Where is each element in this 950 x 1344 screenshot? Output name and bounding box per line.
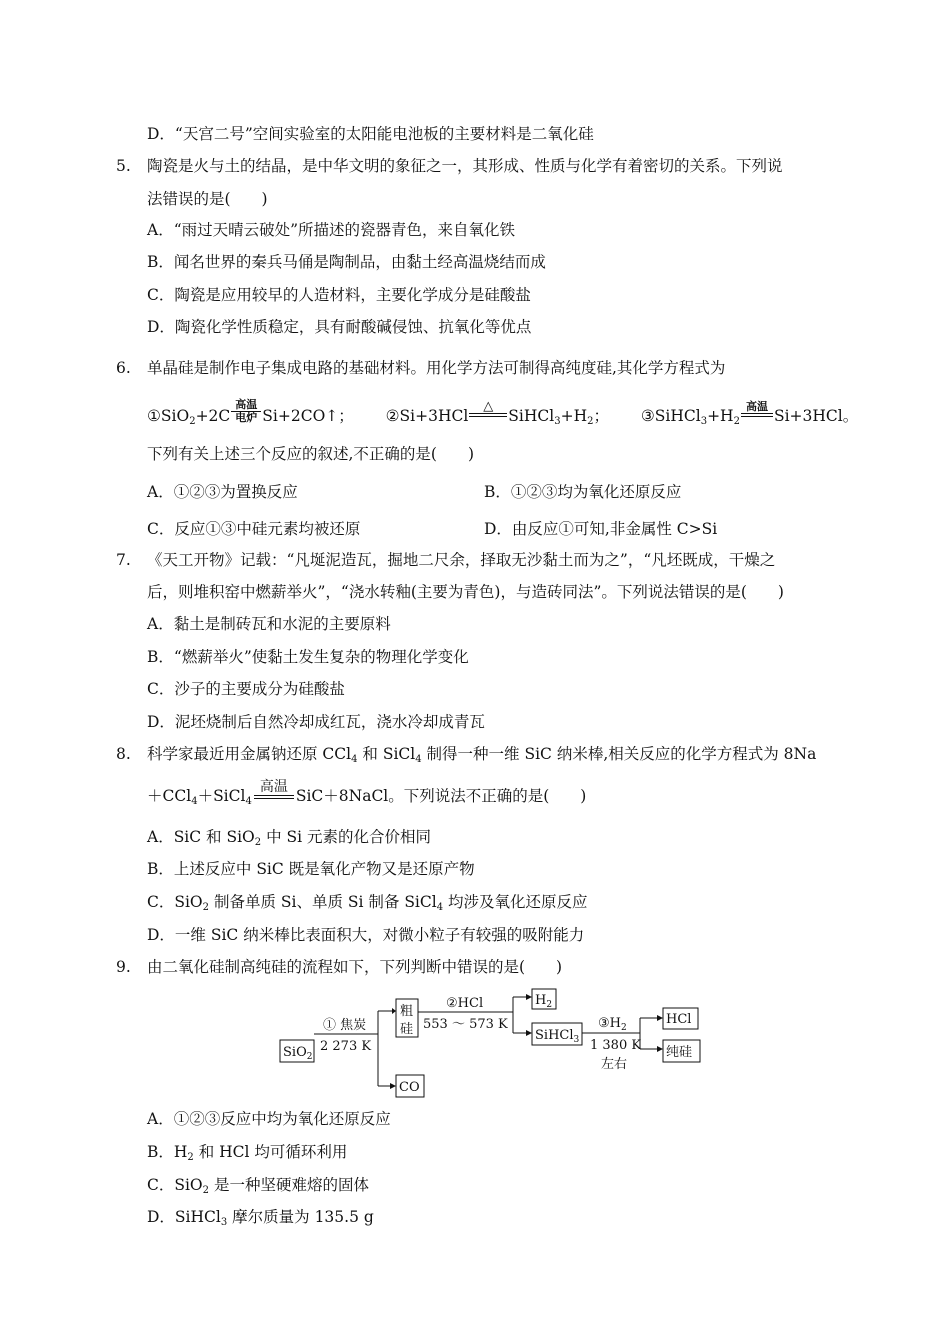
q7-option-b: B．“燃薪举火”使黏土发生复杂的物理化学变化 [147,648,469,666]
q8-eq-condition: 高温 [254,779,294,799]
q5-option-c: C．陶瓷是应用较早的人造材料，主要化学成分是硅酸盐 [147,286,531,304]
q8-option-c: C．SiO$_2$ 制备单质 Si、单质 Si 制备 SiCl$_4$ 均涉及氧化还原反应 [147,893,588,913]
q5-number: 5. [116,157,131,175]
label-sihcl3: SiHCl$_3$ [535,1028,580,1045]
q8-option-a: A．SiC 和 SiO$_2$ 中 Si 元素的化合价相同 [147,828,432,848]
q8-stem-line1: 科学家最近用金属钠还原 CCl$_4$ 和 SiCl$_4$ 制得一种一维 SiC 纳米棒,相关反应的化学方程式为 8Na [147,745,817,765]
q6-option-d: D．由反应①可知,非金属性 C>Si [484,520,718,538]
eq1-condition: 高温 电炉 [231,399,261,424]
q8-number: 8. [116,745,131,763]
q5-stem-line1: 陶瓷是火与土的结晶，是中华文明的象征之一，其形成、性质与化学有着密切的关系。下列说 [147,157,783,175]
label-step3-bot2: 左右 [601,1057,628,1072]
eq3-condition: 高温 [741,401,773,417]
label-sio2: SiO$_2$ [283,1045,313,1062]
q9-option-a: A．①②③反应中均为氧化还原反应 [147,1110,391,1128]
label-crude-2: 硅 [400,1022,414,1037]
q5-option-d: D．陶瓷化学性质稳定，具有耐酸碱侵蚀、抗氧化等优点 [147,318,532,336]
label-step2-top: ②HCl [446,996,484,1011]
q7-number: 7. [116,551,131,569]
label-crude-1: 粗 [400,1004,414,1019]
q6-stem-line2: 下列有关上述三个反应的叙述,不正确的是( ) [147,445,475,463]
q9-option-d: D．SiHCl$_3$ 摩尔质量为 135.5 g [147,1208,374,1228]
q8-equation: ＋CCl$_4$＋SiCl$_4$ 高温 SiC＋8NaCl。下列说法不正确的是( ) [147,779,587,807]
eq2-condition: △ [469,401,507,417]
label-step3-bot: 1 380 K [590,1038,642,1053]
q6-number: 6. [116,359,131,377]
q8-option-d: D．一维 SiC 纳米棒比表面积大，对微小粒子有较强的吸附能力 [147,926,585,944]
q7-stem-line2: 后，则堆积窑中燃薪举火”，“浇水转釉(主要为青色)，与造砖同法”。下列说法错误的是( ) [147,583,784,601]
q7-option-d: D．泥坯烧制后自然冷却成红瓦，浇水冷却成青瓦 [147,713,485,731]
q6-option-c: C．反应①③中硅元素均被还原 [147,520,361,538]
label-h2: $H_2$ [535,993,553,1010]
q5-stem-line2: 法错误的是( ) [147,190,268,208]
q6-equations: ①SiO$_2$+2C 高温 电炉 Si+2CO↑； ②Si+3HCl △ $SiHCl_3+H_2$； $③SiHCl_3+H_2$ 高温 Si+3HCl。 [147,397,859,427]
q7-stem-line1: 《天工开物》记载：“凡埏泥造瓦，掘地二尺余，择取无沙黏土而为之”，“凡坯既成，干燥之 [147,551,776,569]
q6-option-a: A．①②③为置换反应 [147,483,298,501]
q9-flow-diagram [270,985,710,1100]
q8-option-b: B．上述反应中 SiC 既是氧化产物又是还原产物 [147,860,475,878]
q5-option-a: A．“雨过天晴云破处”所描述的瓷器青色，来自氧化铁 [147,221,516,239]
q6-option-b: B．①②③均为氧化还原反应 [484,483,682,501]
label-step1-bot: 2 273 K [320,1039,372,1054]
q5-option-b: B．闻名世界的秦兵马俑是陶制品，由黏土经高温烧结而成 [147,253,546,271]
label-pure-si: 纯硅 [666,1045,693,1060]
eq3-left: ③SiHCl [640,407,701,425]
label-step3-top: $③H_2$ [598,1016,627,1033]
eq2-left: ②Si+3HCl [385,407,469,425]
q6-stem-line1: 单晶硅是制作电子集成电路的基础材料。用化学方法可制得高纯度硅,其化学方程式为 [147,359,726,377]
q4-option-d: D．“天宫二号”空间实验室的太阳能电池板的主要材料是二氧化硅 [147,125,594,143]
q9-number: 9. [116,958,131,976]
label-co: CO [399,1080,420,1095]
q7-option-c: C．沙子的主要成分为硅酸盐 [147,680,345,698]
q9-stem: 由二氧化硅制高纯硅的流程如下，下列判断中错误的是( ) [147,958,563,976]
label-step1-top: ① 焦炭 [323,1018,367,1033]
q9-option-b: B．$H_2$ 和 HCl 均可循环利用 [147,1143,348,1163]
q7-option-a: A．黏土是制砖瓦和水泥的主要原料 [147,615,391,633]
eq1-left: ①SiO [147,407,190,425]
label-step2-bot: 553 ～ 573 K [423,1017,508,1032]
label-hcl: HCl [666,1012,692,1027]
q9-option-c: C．SiO$_2$ 是一种坚硬难熔的固体 [147,1176,369,1196]
